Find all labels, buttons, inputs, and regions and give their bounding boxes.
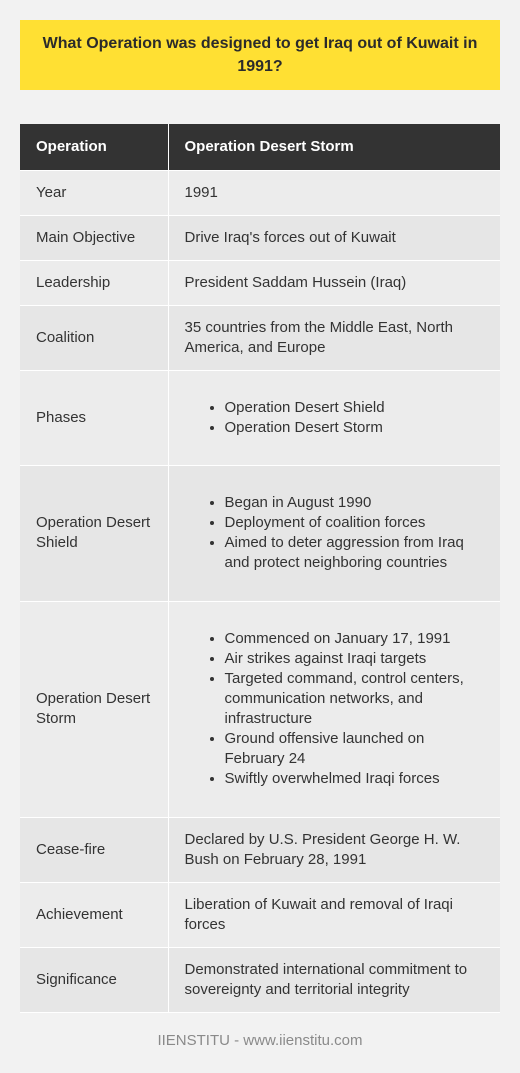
row-value: Drive Iraq's forces out of Kuwait xyxy=(168,215,500,260)
list-item: • Commenced on January 17, 1991 xyxy=(225,629,485,649)
table-row xyxy=(20,370,500,465)
table-row xyxy=(20,215,500,260)
info-table xyxy=(20,124,500,1013)
row-label: Cease-fire xyxy=(20,817,168,882)
row-label: Operation Desert Shield xyxy=(20,465,168,601)
list-item: • Ground offensive launched on February 24 xyxy=(225,729,485,769)
header-label: Operation xyxy=(20,124,168,170)
row-value: Liberation of Kuwait and removal of Iraqi forces xyxy=(168,882,500,947)
table-row xyxy=(20,882,500,947)
title-box xyxy=(20,20,500,90)
row-label: Year xyxy=(20,170,168,215)
list-item: • Operation Desert Shield xyxy=(225,398,485,418)
table-row xyxy=(20,465,500,601)
row-value xyxy=(168,465,500,601)
row-value xyxy=(168,601,500,817)
page-title: What Operation was designed to get Iraq out of Kuwait in 1991? xyxy=(42,35,478,75)
row-label: Achievement xyxy=(20,882,168,947)
footer-credit: IIENSTITU - www.iienstitu.com xyxy=(157,1032,363,1049)
list-item: • Began in August 1990 xyxy=(225,493,485,513)
row-value: 35 countries from the Middle East, North America, and Europe xyxy=(168,305,500,370)
row-label: Leadership xyxy=(20,260,168,305)
table-row xyxy=(20,817,500,882)
table-header-row xyxy=(20,124,500,170)
table-row xyxy=(20,601,500,817)
row-value: President Saddam Hussein (Iraq) xyxy=(168,260,500,305)
bullet-list xyxy=(185,629,485,789)
table-row xyxy=(20,947,500,1012)
row-label: Main Objective xyxy=(20,215,168,260)
table-row xyxy=(20,260,500,305)
row-value xyxy=(168,370,500,465)
header-value: Operation Desert Storm xyxy=(168,124,500,170)
row-value: Demonstrated international commitment to sovereignty and territorial integrity xyxy=(168,947,500,1012)
row-value: 1991 xyxy=(168,170,500,215)
list-item: • Air strikes against Iraqi targets xyxy=(225,649,485,669)
table-row xyxy=(20,170,500,215)
row-label: Coalition xyxy=(20,305,168,370)
row-label: Operation Desert Storm xyxy=(20,601,168,817)
list-item: • Targeted command, control centers, communication networks, and infrastructure xyxy=(225,669,485,729)
bullet-list xyxy=(185,398,485,438)
bullet-list xyxy=(185,493,485,573)
list-item: • Swiftly overwhelmed Iraqi forces xyxy=(225,769,485,789)
list-item: • Deployment of coalition forces xyxy=(225,513,485,533)
row-label: Phases xyxy=(20,370,168,465)
row-value: Declared by U.S. President George H. W. Bush on February 28, 1991 xyxy=(168,817,500,882)
row-label: Significance xyxy=(20,947,168,1012)
table-row xyxy=(20,305,500,370)
list-item: • Operation Desert Storm xyxy=(225,418,485,438)
list-item: • Aimed to deter aggression from Iraq and protect neighboring countries xyxy=(225,533,485,573)
